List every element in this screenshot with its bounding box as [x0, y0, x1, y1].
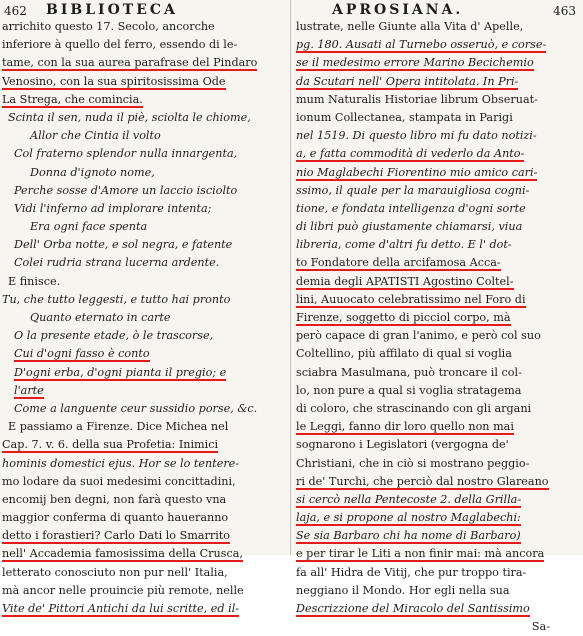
underlined-passage: Cui d'ogni fasso è conto: [14, 347, 150, 361]
text-line: mo lodare da suoi medesimi concittadini,: [2, 474, 236, 488]
right-running-head: APROSIANA.: [332, 2, 464, 18]
text-line: [2, 527, 288, 545]
verse-line: Come a languente ceur sussidio porse, &c.: [14, 401, 258, 415]
verse-line: Scinta il sen, nuda il piè, sciolta le chiome,: [8, 110, 251, 124]
right-page-number: 463: [553, 4, 576, 18]
text-line: libreria, come d'altri fu detto. E l' dot-: [296, 238, 512, 252]
verse-line: Tu, che tutto leggesti, e tutto hai pronto: [2, 292, 231, 306]
text-line: [296, 491, 580, 509]
text-line: letterato conosciuto non pur nell' Italia,: [2, 565, 228, 579]
text-line: però capace di gran l'animo, e però col suo: [296, 329, 541, 343]
text-line: [296, 54, 580, 72]
text-line: sciabra Masulmana, può troncare il col-: [296, 365, 522, 379]
text-line: sognarono i Legislatori (vergogna de': [296, 438, 509, 452]
verse-line: [2, 345, 288, 363]
book-gutter: [290, 0, 291, 555]
underlined-passage: laja, e si propone al nostro Maglabechi:: [296, 511, 521, 525]
text-line: E finisce.: [8, 274, 61, 288]
underlined-passage: pg. 180. Ausati al Turnebo osseruò, e corse-: [296, 38, 547, 52]
underlined-passage: Venosino, con la sua spiritosissima Ode: [2, 74, 226, 88]
verse-line: Colei rudria strana lucerna ardente.: [14, 256, 220, 270]
text-line: mà ancor nelle prouincie più remote, nelle: [2, 583, 244, 597]
verse-line: Perche sosse d'Amore un laccio isciolto: [14, 183, 238, 197]
text-line: Sa-: [531, 620, 550, 634]
verse-line: O la presente etade, ò le trascorse,: [14, 329, 214, 343]
underlined-passage: da Scutari nell' Opera intitolata. In Pri-: [296, 74, 519, 88]
underlined-passage: Cap. 7. v. 6. della sua Profetia: Inimici: [2, 438, 219, 452]
text-line: arrichito questo 17. Secolo, ancorche: [2, 20, 215, 33]
underlined-passage: Firenze, soggetto di picciol corpo, mà: [296, 311, 511, 324]
text-line: [296, 509, 580, 527]
underlined-passage: si cercò nella Pentecoste 2. della Grilla-: [296, 492, 522, 506]
text-line: [296, 309, 580, 327]
text-line: [296, 273, 580, 291]
text-line: tione, e fondata intelligenza d'ogni sorte: [296, 201, 526, 215]
underlined-passage: lini, Auuocato celebratissimo nel Foro di: [296, 292, 526, 306]
text-line: [2, 73, 288, 91]
text-line: ionum Collectanea, stampata in Parigi: [296, 110, 513, 124]
underlined-passage: se il medesimo errore Marino Becichemio: [296, 56, 534, 70]
verse-line: Era ogni face spenta: [30, 220, 148, 234]
text-line: [296, 418, 580, 436]
text-line: fa all' Hidra de Vitij, che pur troppo tira-: [296, 565, 527, 579]
text-line: ssimo, il quale per la marauigliosa cogni-: [296, 183, 530, 197]
text-line: [296, 164, 580, 182]
text-line: [296, 291, 580, 309]
right-page-text: [296, 18, 580, 636]
text-line: inferiore à quello del ferro, essendo di le-: [2, 38, 238, 52]
underlined-passage: a, e fatta commodità di vederlo da Anto-: [296, 147, 525, 161]
underlined-passage: nio Maglabechi Fiorentino mio amico cari-: [296, 165, 538, 179]
underlined-passage: La Strega, che comincia.: [2, 92, 143, 106]
underlined-passage: to Fondatore della arcifamosa Acca-: [296, 256, 501, 270]
verse-line: Vidi l'inferno ad implorare intenta;: [14, 201, 212, 215]
underlined-passage: tame, con la sua aurea parafrase del Pindaro: [2, 56, 258, 70]
text-line: [296, 527, 580, 545]
text-line: [296, 254, 580, 272]
text-line: maggior conferma di quanto haueranno: [2, 511, 229, 525]
text-line: E passiamo a Firenze. Dice Michea nel: [8, 420, 229, 434]
underlined-passage: ri de' Turchi, che perciò dal nostro Glareano: [296, 474, 549, 488]
text-line: di coloro, che strascinando con gli argani: [296, 401, 532, 415]
text-line: neggiano il Mondo. Hor egli nella sua: [296, 583, 510, 597]
underlined-passage: Se sia Barbaro chi ha nome di Barbaro): [296, 529, 521, 543]
left-running-head: BIBLIOTECA: [46, 2, 178, 18]
text-line: [2, 436, 288, 454]
text-line: [296, 73, 580, 91]
underlined-passage: Vite de' Pittori Antichi da lui scritte, ed il-: [2, 602, 240, 615]
underlined-passage: l'arte: [14, 383, 44, 397]
text-line: [2, 600, 288, 618]
text-line: [2, 54, 288, 72]
text-line: lo, non pure a qual si voglia stratagema: [296, 383, 522, 397]
verse-line: Col fraterno splendor nulla innargenta,: [14, 147, 238, 161]
underlined-passage: Descrizzione del Miracolo del Santissimo: [296, 602, 530, 615]
text-line: [2, 91, 288, 109]
verse-line: Quanto eternato in carte: [30, 311, 171, 324]
underlined-passage: demia degli APATISTI Agostino Coltel-: [296, 274, 514, 288]
verse-line: Allor che Cintia il volto: [30, 129, 161, 143]
left-page-text: [2, 18, 288, 618]
text-line: encomij ben degni, non farà questo vna: [2, 492, 227, 506]
text-line: lustrate, nelle Giunte alla Vita d' Apelle,: [296, 20, 524, 33]
text-line: Coltellino, più affilato di qual si voglia: [296, 347, 512, 361]
verse-line: Donna d'ignoto nome,: [30, 165, 155, 179]
left-page-number: 462: [4, 4, 27, 18]
text-line: [296, 600, 580, 618]
verse-line: [2, 364, 288, 382]
underlined-passage: detto i forastieri? Carlo Dati lo Smarrito: [2, 529, 231, 543]
text-line: mum Naturalis Historiae librum Obseruat-: [296, 92, 538, 106]
text-line: [296, 473, 580, 491]
underlined-passage: le Leggi, fanno dir loro quello non mai: [296, 420, 514, 434]
text-line: Christiani, che in ciò si mostrano peggio-: [296, 456, 530, 470]
text-line: [296, 36, 580, 54]
text-line: nel 1519. Di questo libro mi fu dato notizi-: [296, 129, 537, 143]
text-line: [296, 145, 580, 163]
verse-line: [2, 382, 288, 400]
text-line: di libri può giustamente chiamarsi, viua: [296, 220, 523, 234]
underlined-passage: nell' Accademia famosissima della Crusca,: [2, 547, 243, 561]
verse-line: Dell' Orba notte, e sol negra, e fatente: [14, 238, 233, 252]
text-line: hominis domestici ejus. Hor se lo tentere-: [2, 456, 240, 470]
underlined-passage: e per tirar le Liti a non finir mai: mà ancora: [296, 547, 545, 561]
underlined-passage: D'ogni erba, d'ogni pianta il pregio; e: [14, 365, 227, 379]
